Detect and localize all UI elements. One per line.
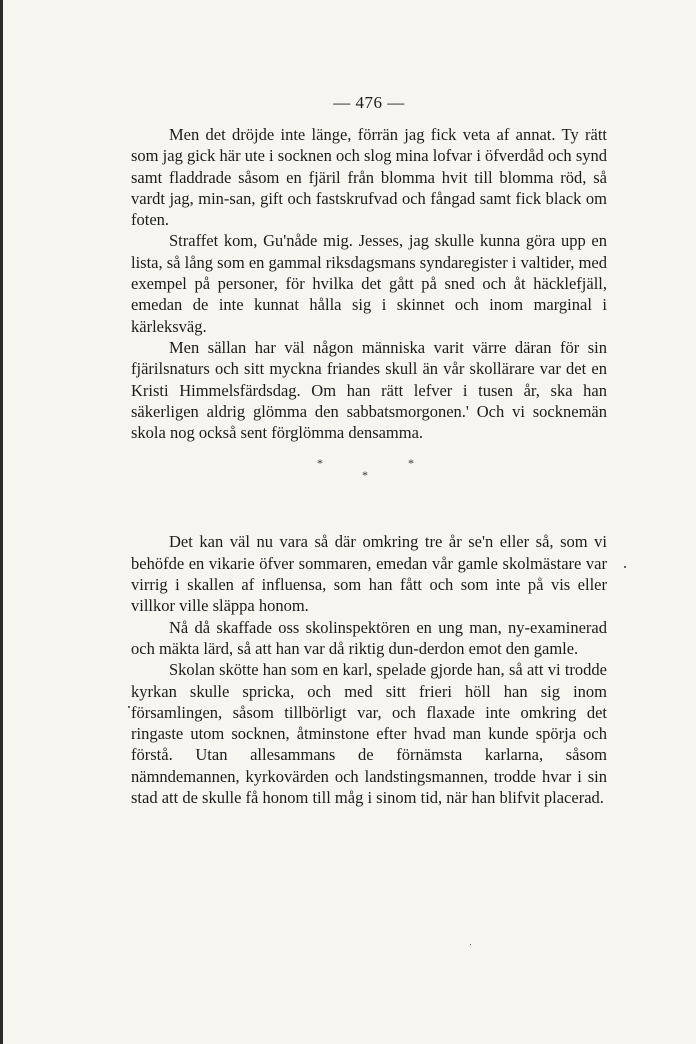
section-2 xyxy=(131,531,607,808)
asterism-star: * xyxy=(362,468,368,483)
asterism-star: * xyxy=(317,456,323,471)
page-number: — 476 — xyxy=(333,93,405,112)
paragraph-1: Men det dröjde inte länge, förrän jag fick veta af annat. Ty rätt som jag gick här ute i socknen och slog mina lofvar i öfverdåd och synd samt fladdrade såsom en fjäril från blomma hvit till blomma röd, så vardt jag, min-san, gift och fastskrufvad och fångad samt fick black om foten. xyxy=(131,125,607,230)
section-break-asterism xyxy=(131,443,607,531)
paragraph-4: Det kan väl nu vara så där omkring tre år se'n eller så, som vi behöfde en vikarie öfver sommaren, emedan vår gamle skolmästare var virrig i skallen af influensa, som han fått och som inte på vis eller villkor ville släppa honom. xyxy=(131,532,607,616)
page-edge-shadow xyxy=(0,0,3,1044)
ink-speck xyxy=(624,566,626,568)
asterism-star: * xyxy=(408,456,414,471)
section-1 xyxy=(131,124,607,443)
ink-speck xyxy=(128,706,130,708)
book-page xyxy=(131,92,607,808)
paragraph-2: Straffet kom, Gu'nåde mig. Jesses, jag skulle kunna göra upp en lista, så lång som en gammal riksdagsmans syndaregister i valtider, med exempel på personer, för hvilka det gått på sned och åt häcklefjäll, emedan de inte kunnat hålla sig i skinnet och inom marginal i kärleksväg. xyxy=(131,231,607,336)
paragraph-6: Skolan skötte han som en karl, spelade gjorde han, så att vi trodde kyrkan skulle spricka, och med sitt frieri höll han sig inom församlingen, såsom tillbörligt var, och flaxade inte omkring det ringaste utom socknen, åtminstone efter hvad man kunde spörja och förstå. Utan allesammans de förnämsta karlarna, såsom nämndemannen, kyrkovärden och landstingsmannen, trodde hvar i sin stad att de skulle få honom till måg i sinom tid, när han blifvit placerad. xyxy=(131,660,607,808)
paragraph-5: Nå då skaffade oss skolinspektören en ung man, ny-examinerad och mäkta lärd, så att han var då riktig dun-derdon emot den gamle. xyxy=(131,617,607,658)
paragraph-3: Men sällan har väl någon människa varit värre däran för sin fjärilsnaturs och sitt myckna friandes skull än vår skollärare var det en Kristi Himmelsfärdsdag. Om han rätt lefver i tusen år, ska han säkerligen aldrig glömma den sabbatsmorgonen.' Och vi socknemän skola nog också sent förglömma densamma. xyxy=(131,337,607,443)
ink-speck xyxy=(470,944,471,945)
